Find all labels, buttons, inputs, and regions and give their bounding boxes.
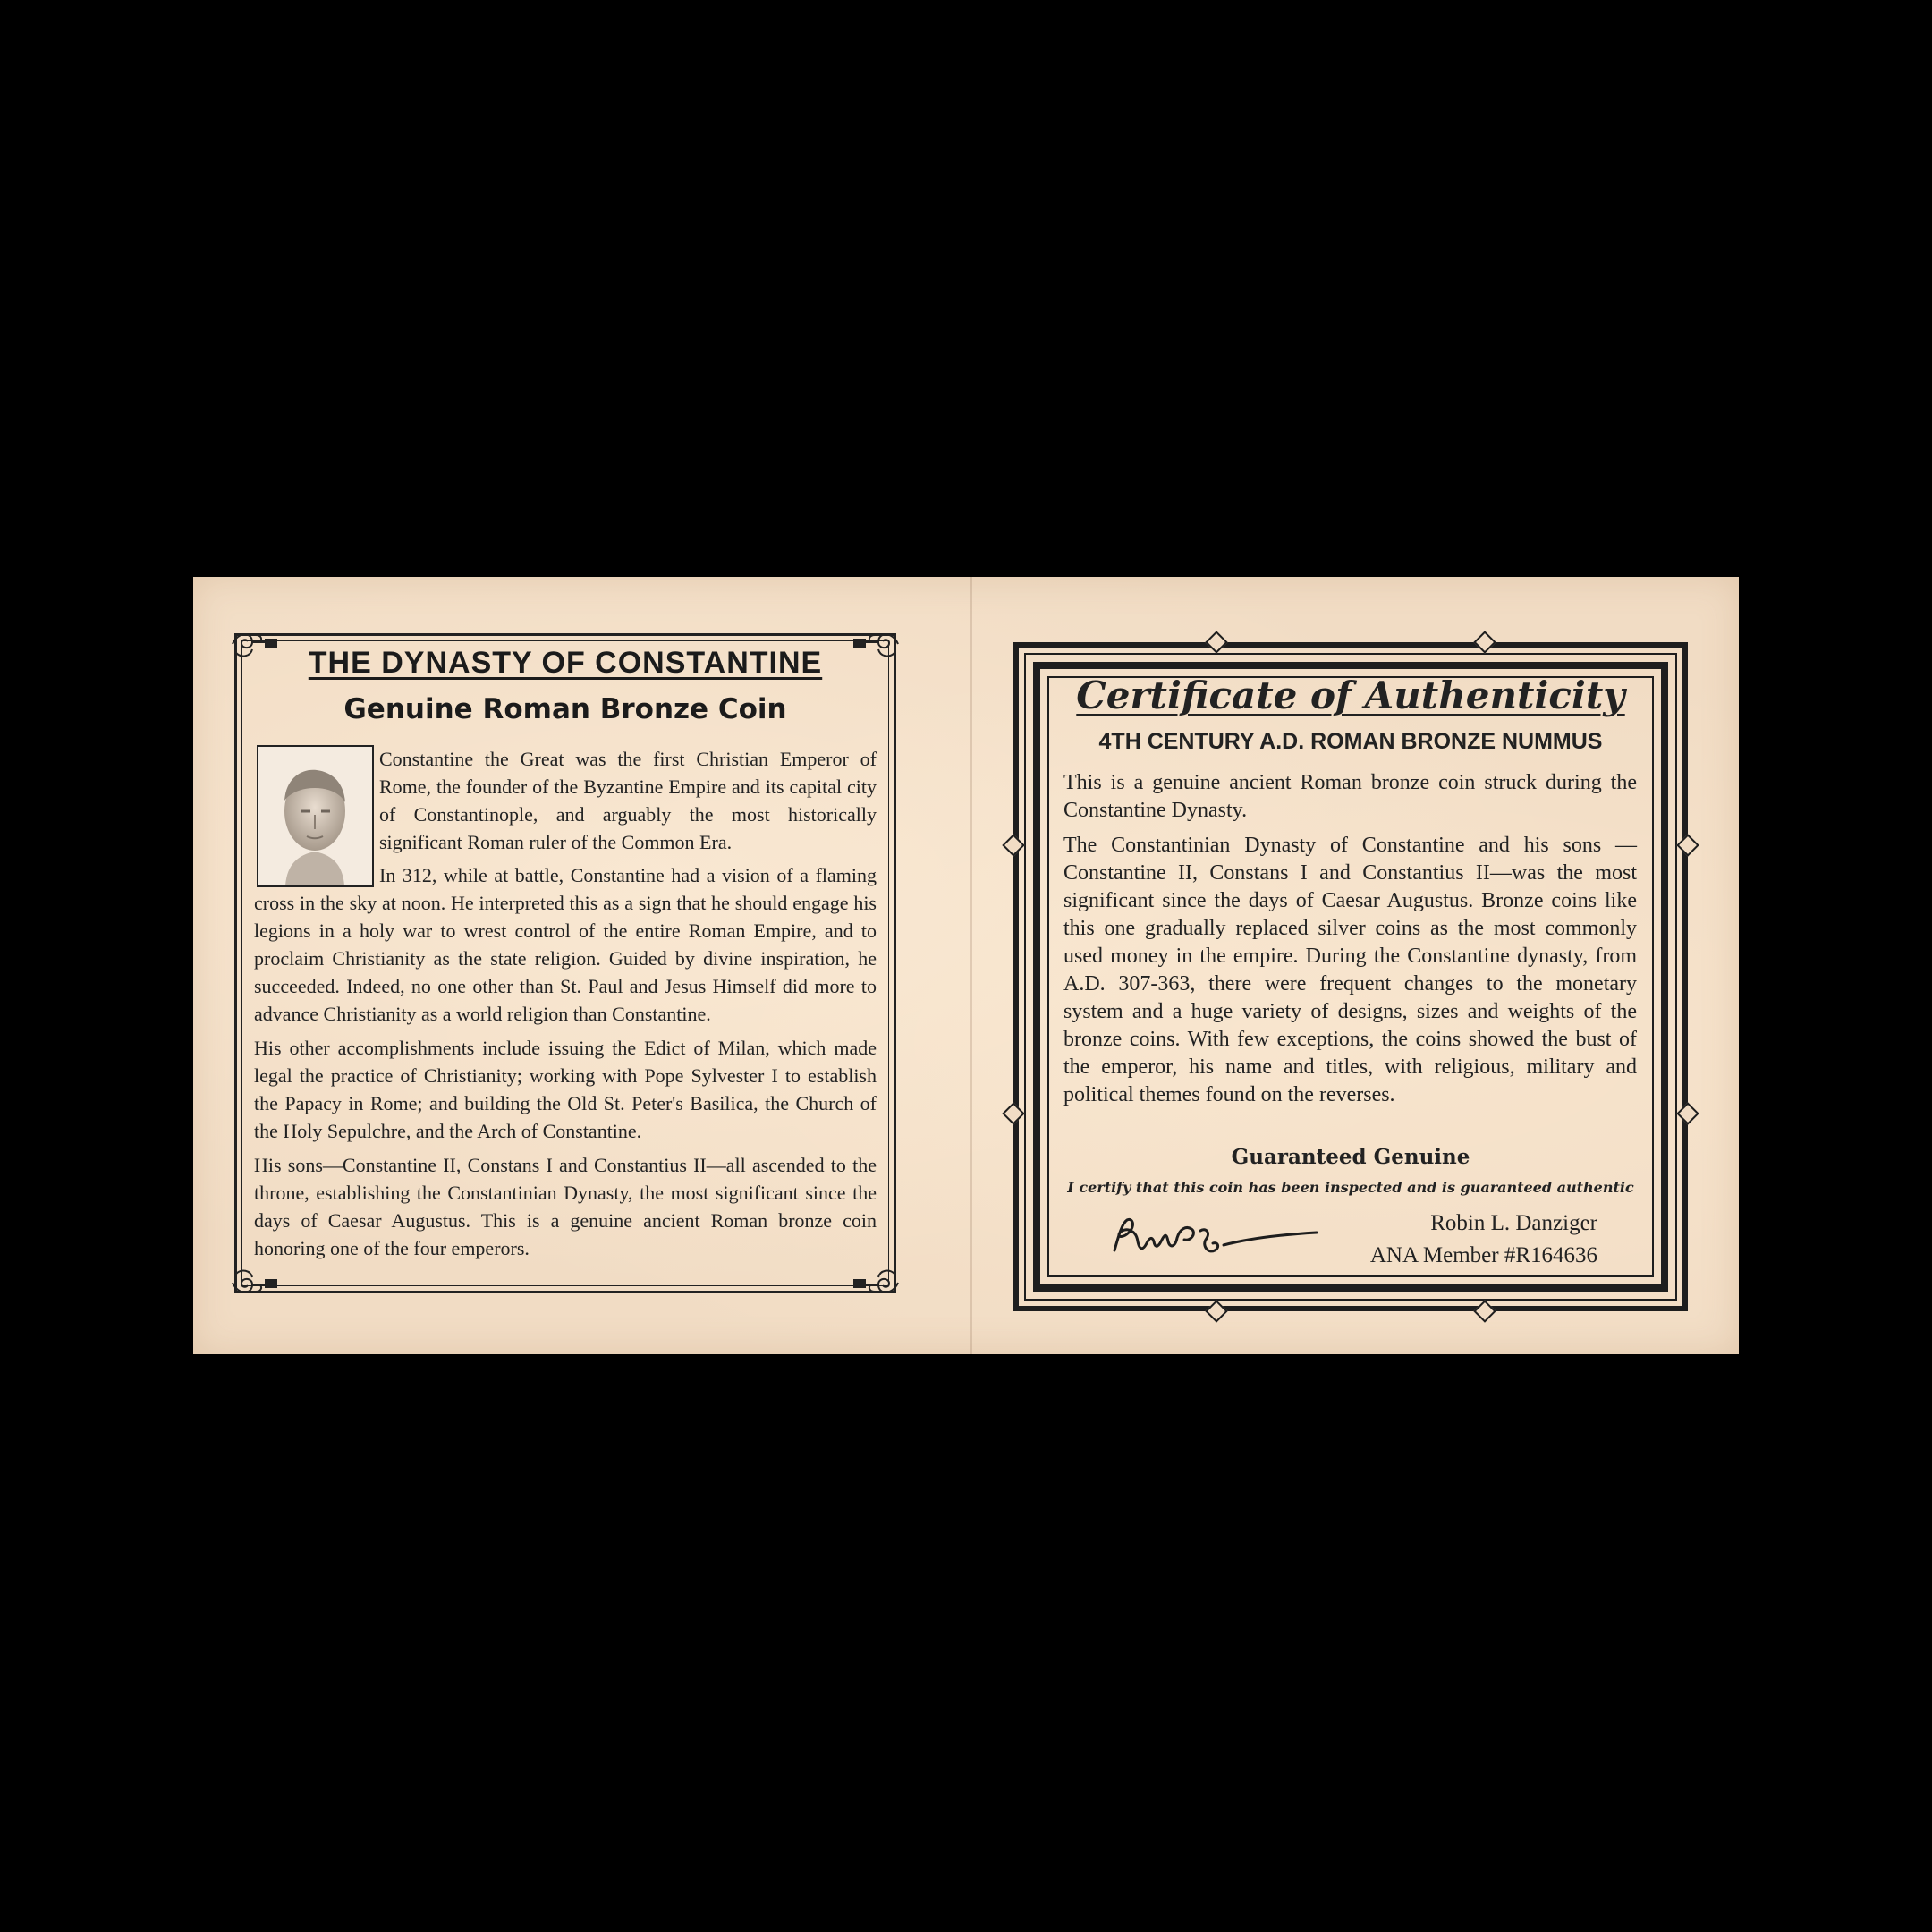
- left-paragraph-2: In 312, while at battle, Constantine had a vision of a flaming cross in the sky at noon. He interpreted this as a sign that he should engage his legions in a holy war to wrest control of the entire Roman Empire, and to proclaim Christianity as the state religion. Guided by divine inspiration, he succeeded. Indeed, no one other than St. Paul and Jesus Himself did more to advance Christianity as a world religion than Constantine.: [254, 864, 877, 1025]
- certificate-subtitle: 4TH CENTURY A.D. ROMAN BRONZE NUMMUS: [1098, 729, 1603, 754]
- left-panel-subtitle: Genuine Roman Bronze Coin: [343, 693, 787, 725]
- guarantee-heading: Guaranteed Genuine: [1231, 1145, 1470, 1169]
- left-paragraph-3: His other accomplishments include issuing the Edict of Milan, which made legal the practice of Christianity; working with Pope Sylvester I to establish the Papacy in Rome; and building the Old St. Peter's Basilica, the Church of the Holy Sepulchre, and the Arch of Constantine.: [254, 1037, 877, 1142]
- certify-statement: I certify that this coin has been inspected and is guaranteed authentic: [1067, 1179, 1634, 1196]
- certificate-paragraph-1: This is a genuine ancient Roman bronze coin struck during the Constantine Dynasty.: [1063, 771, 1637, 822]
- certificate-paragraph-2: The Constantinian Dynasty of Constantine and his sons —Constantine II, Constans I and Constantius II—was the most significant since the days of Caesar Augustus. Bronze coins like this one gradually replaced silver coins as the most commonly used money in the empire. During the Constantine dynasty, from A.D. 307-363, there were frequent changes to the monetary system and a huge variety of designs, sizes and weights of the bronze coins. With few exceptions, the coins showed the bust of the emperor, his name and titles, with religious, military and political themes found on the reverses.: [1063, 834, 1637, 1106]
- signer-block: [1306, 1208, 1597, 1272]
- left-paragraph-4: His sons—Constantine II, Constans I and Constantius II—all ascended to the throne, establishing the Constantinian Dynasty, the most significant since the days of Caesar Augustus. This is a genuine ancient Roman bronze coin honoring one of the four emperors.: [254, 1154, 877, 1259]
- corner-ornament-icon: [852, 1265, 902, 1301]
- left-panel-title: THE DYNASTY OF CONSTANTINE: [308, 646, 823, 680]
- corner-ornament-icon: [229, 1265, 279, 1301]
- certificate-title: Certificate of Authenticity: [1076, 674, 1625, 717]
- signature-icon: [1107, 1208, 1322, 1270]
- fold-line: [970, 577, 972, 1354]
- corner-ornament-icon: [229, 626, 279, 662]
- portrait-corner-rule: [355, 745, 371, 747]
- corner-ornament-icon: [852, 626, 902, 662]
- left-paragraph-1: Constantine the Great was the first Christian Emperor of Rome, the founder of the Byzantine Empire and its capital city of Constantinople, and arguably the most historically significant Roman ruler of the Common Era.: [379, 748, 877, 853]
- signer-membership: ANA Member #R164636: [1369, 1243, 1597, 1267]
- signer-name: Robin L. Danziger: [1430, 1211, 1597, 1235]
